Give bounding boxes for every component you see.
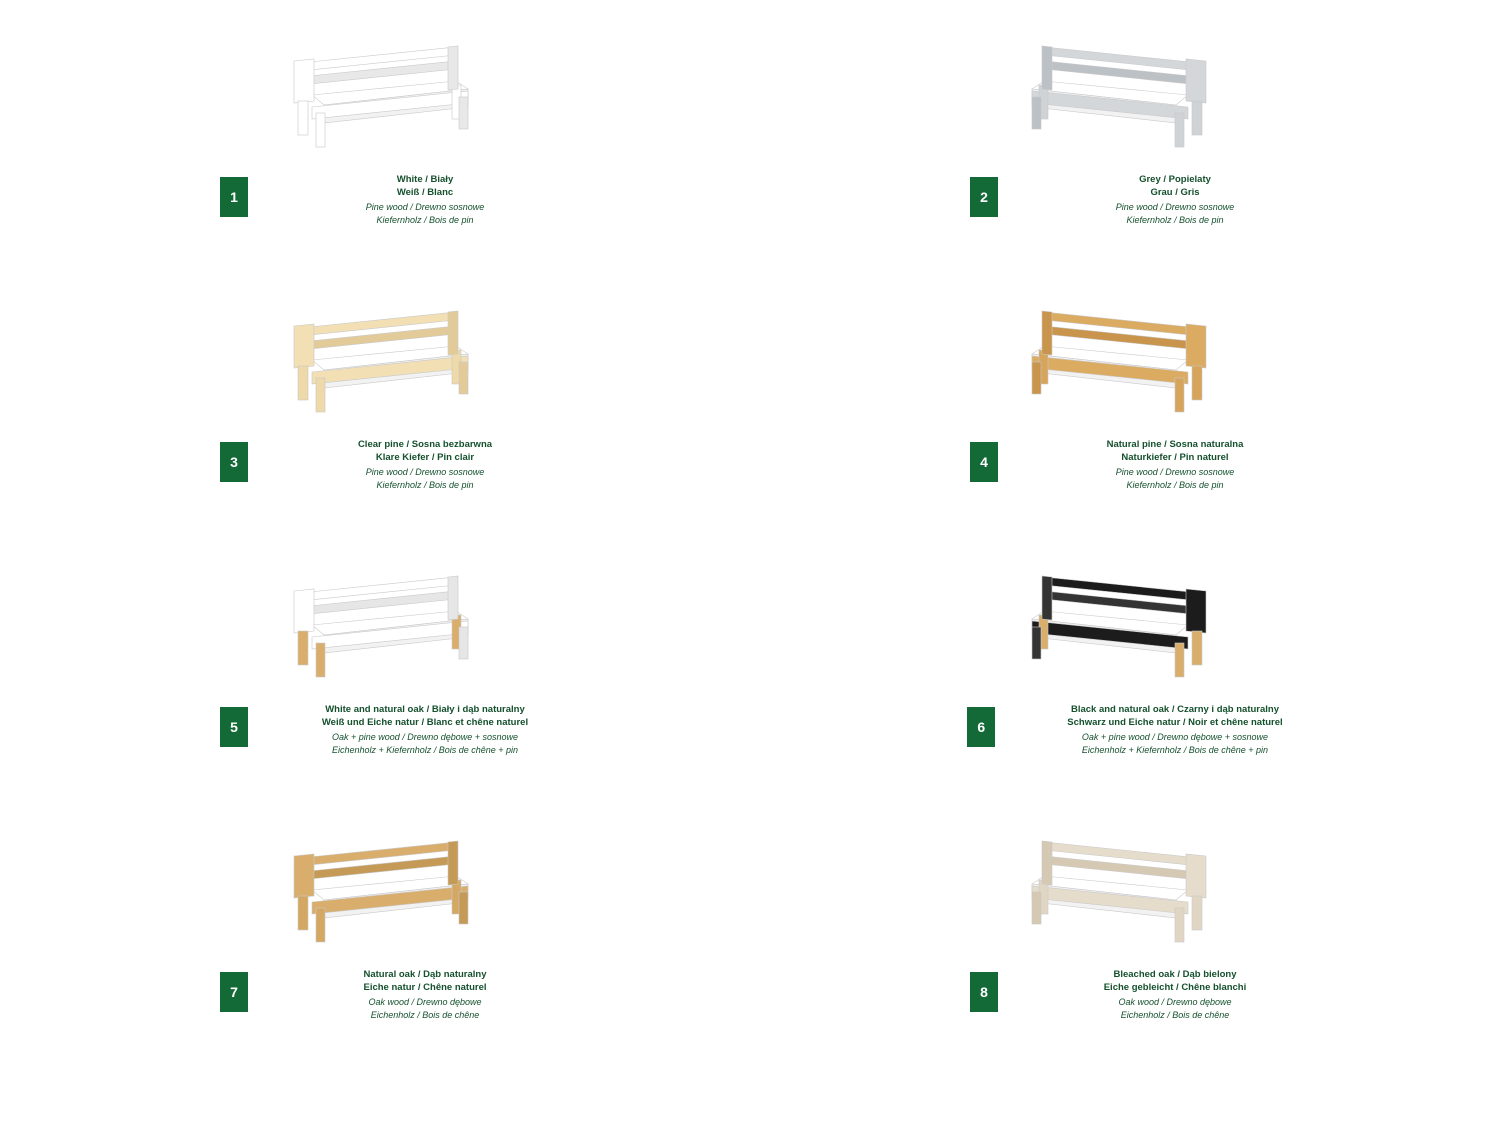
option-labels [320,173,530,226]
option-name-line1: Clear pine / Sosna bezbarwna [357,439,493,450]
option-material-line1: Pine wood / Drewno sosnowe [1115,202,1235,212]
option-number-badge: 2 [970,177,998,217]
option-number-badge: 5 [220,707,248,747]
option-name-line2: Weiß / Blanc [396,187,454,198]
option-material-line1: Oak + pine wood / Drewno dębowe + sosnowe [1081,732,1269,742]
option-name-line2: Schwarz und Eiche natur / Noir et chêne naturel [1067,717,1283,728]
color-option-cell [750,565,1500,830]
option-labels [320,438,530,491]
option-material-line1: Oak wood / Drewno dębowe [368,997,482,1007]
option-caption [0,968,750,1021]
option-caption [0,173,750,226]
option-name-line1: White and natural oak / Biały i dąb naturalny [325,704,525,715]
option-name-line1: White / Biały [396,174,454,185]
bed-illustration [260,840,490,950]
option-material-line2: Kiefernholz / Bois de pin [1126,479,1224,490]
option-material-line1: Pine wood / Drewno sosnowe [1115,467,1235,477]
bed-image [260,310,490,420]
bed-illustration [1010,575,1240,685]
bed-image [260,840,490,950]
option-name-line2: Naturkiefer / Pin naturel [1121,452,1229,463]
option-labels [320,703,530,756]
option-labels [1067,703,1282,756]
option-caption [0,703,750,756]
option-number-badge: 7 [220,972,248,1012]
option-material-line2: Eichenholz + Kiefernholz / Bois de chêne + pin [1081,744,1269,755]
bed-illustration [260,45,490,155]
bed-image [260,45,490,155]
color-option-cell [0,830,750,1095]
bed-illustration [1010,840,1240,950]
option-material-line1: Oak wood / Drewno dębowe [1118,997,1232,1007]
option-material-line1: Pine wood / Drewno sosnowe [365,467,485,477]
bed-image [1010,575,1240,685]
option-material-line1: Oak + pine wood / Drewno dębowe + sosnowe [331,732,519,742]
option-number-badge: 1 [220,177,248,217]
option-name-line1: Bleached oak / Dąb bielony [1113,969,1237,980]
option-labels [320,968,530,1021]
option-caption [750,438,1500,491]
bed-image [1010,310,1240,420]
color-option-cell [0,35,750,300]
bed-image [260,575,490,685]
option-number-badge: 6 [967,707,995,747]
option-caption [750,703,1500,756]
option-name-line2: Weiß und Eiche natur / Blanc et chêne naturel [321,717,529,728]
option-material-line2: Eichenholz / Bois de chêne [370,1009,480,1020]
color-option-cell [0,565,750,830]
bed-illustration [260,310,490,420]
bed-illustration [1010,45,1240,155]
option-labels [1070,173,1280,226]
bed-illustration [260,575,490,685]
option-material-line2: Eichenholz / Bois de chêne [1120,1009,1230,1020]
bed-image [1010,45,1240,155]
option-material-line2: Kiefernholz / Bois de pin [1126,214,1224,225]
option-name-line1: Natural pine / Sosna naturalna [1106,439,1244,450]
bed-illustration [1010,310,1240,420]
option-caption [750,968,1500,1021]
option-material-line2: Eichenholz + Kiefernholz / Bois de chêne + pin [331,744,519,755]
option-number-badge: 8 [970,972,998,1012]
color-option-cell [750,35,1500,300]
option-caption [0,438,750,491]
color-option-cell [750,300,1500,565]
option-number-badge: 3 [220,442,248,482]
option-material-line2: Kiefernholz / Bois de pin [376,214,474,225]
color-option-cell [750,830,1500,1095]
option-name-line1: Grey / Popielaty [1139,174,1211,185]
bed-image [1010,840,1240,950]
option-name-line1: Natural oak / Dąb naturalny [363,969,487,980]
option-name-line1: Black and natural oak / Czarny i dąb naturalny [1070,704,1279,715]
option-name-line2: Grau / Gris [1150,187,1200,198]
option-labels [1070,438,1280,491]
color-option-cell [0,300,750,565]
option-number-badge: 4 [970,442,998,482]
option-labels [1070,968,1280,1021]
option-name-line2: Klare Kiefer / Pin clair [375,452,475,463]
option-material-line1: Pine wood / Drewno sosnowe [365,202,485,212]
option-name-line2: Eiche gebleicht / Chêne blanchi [1103,982,1247,993]
option-material-line2: Kiefernholz / Bois de pin [376,479,474,490]
option-caption [750,173,1500,226]
option-name-line2: Eiche natur / Chêne naturel [363,982,487,993]
